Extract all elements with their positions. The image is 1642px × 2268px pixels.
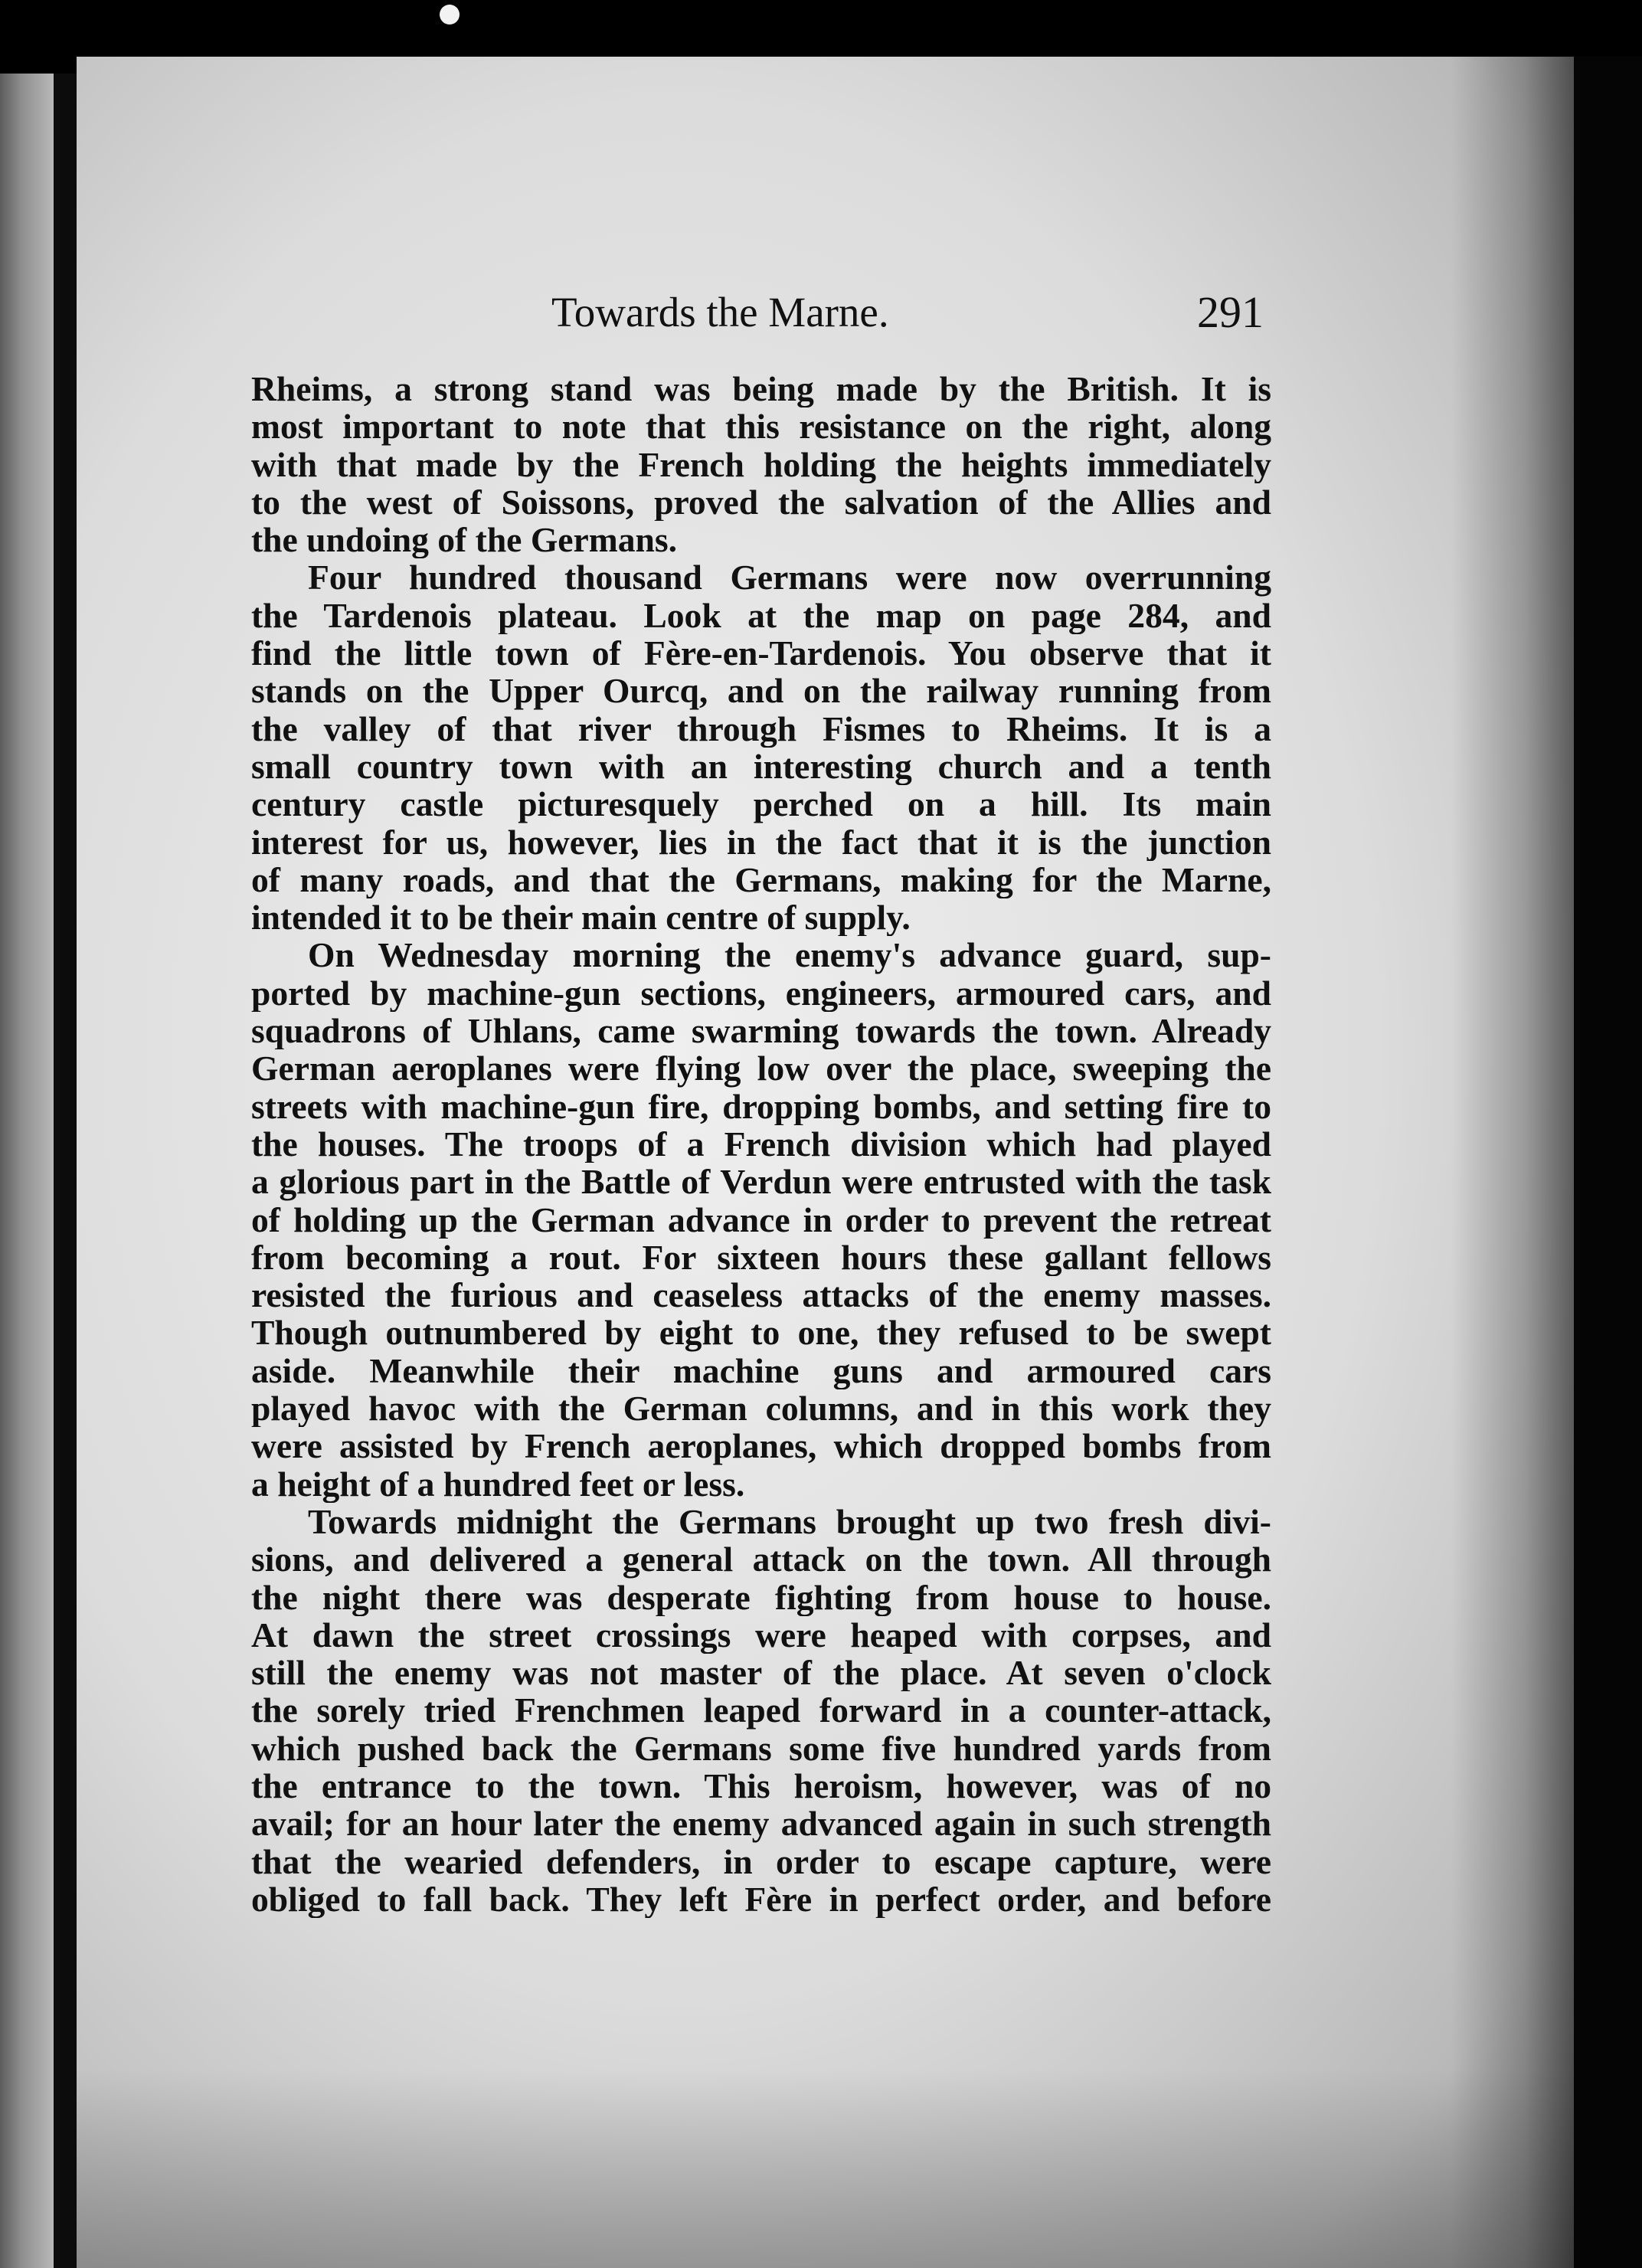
text-line: Towards midnight the Germans brought up two fresh divi-	[308, 1502, 1271, 1541]
text-line: stands on the Upper Ourcq, and on the railway running from	[251, 672, 1271, 710]
text-line: the night there was desperate fighting from house to house.	[251, 1578, 1271, 1616]
text-line: of many roads, and that the Germans, making for the Marne,	[251, 860, 1271, 899]
page-number: 291	[1197, 287, 1264, 337]
page-header	[253, 282, 1264, 343]
text-line: with that made by the French holding the heights immediately	[251, 445, 1271, 483]
text-line: the valley of that river through Fismes to Rheims. It is a	[251, 709, 1271, 748]
text-line: squadrons of Uhlans, came swarming towards the town. Already	[251, 1012, 1271, 1050]
text-line: the entrance to the town. This heroism, however, was of no	[251, 1766, 1271, 1805]
text-line: from becoming a rout. For sixteen hours these gallant fellows	[251, 1238, 1271, 1277]
text-line: find the little town of Fère-en-Tardenois. You observe that it	[251, 634, 1271, 673]
text-line: resisted the furious and ceaseless attacks of the enemy masses.	[251, 1276, 1271, 1314]
text-line: still the enemy was not master of the place. At seven o'clock	[251, 1654, 1271, 1692]
text-line: Four hundred thousand Germans were now overrunning	[308, 558, 1271, 597]
text-line: German aeroplanes were flying low over the place, sweeping the	[251, 1049, 1271, 1088]
text-line: aside. Meanwhile their machine guns and armoured cars	[251, 1351, 1271, 1390]
text-line: the undoing of the Germans.	[251, 521, 678, 559]
scan-border	[1574, 57, 1642, 2268]
body-text	[251, 370, 1271, 1918]
text-line: Rheims, a strong stand was being made by the British. It is	[251, 370, 1271, 408]
text-line: the Tardenois plateau. Look at the map on page 284, and	[251, 596, 1271, 635]
text-line: avail; for an hour later the enemy advanced again in such strength	[251, 1805, 1271, 1843]
text-line: interest for us, however, lies in the fact that it is the junction	[251, 823, 1271, 861]
text-line: At dawn the street crossings were heaped with corpses, and	[251, 1615, 1271, 1654]
text-line: were assisted by French aeroplanes, which dropped bombs from	[251, 1427, 1271, 1465]
text-line: the sorely tried Frenchmen leaped forward in a counter-attack,	[251, 1691, 1271, 1730]
text-line: sions, and delivered a general attack on the town. All through	[251, 1540, 1271, 1579]
text-line: ported by machine-gun sections, engineers, armoured cars, and	[251, 974, 1271, 1013]
text-line: On Wednesday morning the enemy's advance guard, sup-	[308, 936, 1271, 974]
text-line: of holding up the German advance in order to prevent the retreat	[251, 1200, 1271, 1239]
running-head: Towards the Marne.	[551, 289, 889, 335]
text-line: century castle picturesquely perched on a hill. Its main	[251, 785, 1271, 823]
facing-page-edge	[0, 74, 54, 2268]
scan-artifact-dot	[440, 5, 460, 25]
text-line: a glorious part in the Battle of Verdun were entrusted with the task	[251, 1163, 1271, 1201]
text-line: streets with machine-gun fire, dropping bombs, and setting fire to	[251, 1087, 1271, 1125]
text-line: that the wearied defenders, in order to escape capture, were	[251, 1842, 1271, 1880]
text-line: which pushed back the Germans some five hundred yards from	[251, 1729, 1271, 1767]
book-gutter	[54, 74, 77, 2268]
text-line: Though outnumbered by eight to one, they refused to be swept	[251, 1314, 1271, 1352]
text-line: most important to note that this resistance on the right, along	[251, 407, 1271, 446]
text-line: the houses. The troops of a French division which had played	[251, 1124, 1271, 1163]
text-line: intended it to be their main centre of supply.	[251, 898, 911, 937]
text-line: small country town with an interesting church and a tenth	[251, 747, 1271, 786]
text-line: obliged to fall back. They left Fère in perfect order, and before	[251, 1880, 1271, 1919]
text-line: a height of a hundred feet or less.	[251, 1465, 745, 1503]
text-line: played havoc with the German columns, and in this work they	[251, 1389, 1271, 1428]
text-line: to the west of Soissons, proved the salvation of the Allies and	[251, 483, 1271, 522]
